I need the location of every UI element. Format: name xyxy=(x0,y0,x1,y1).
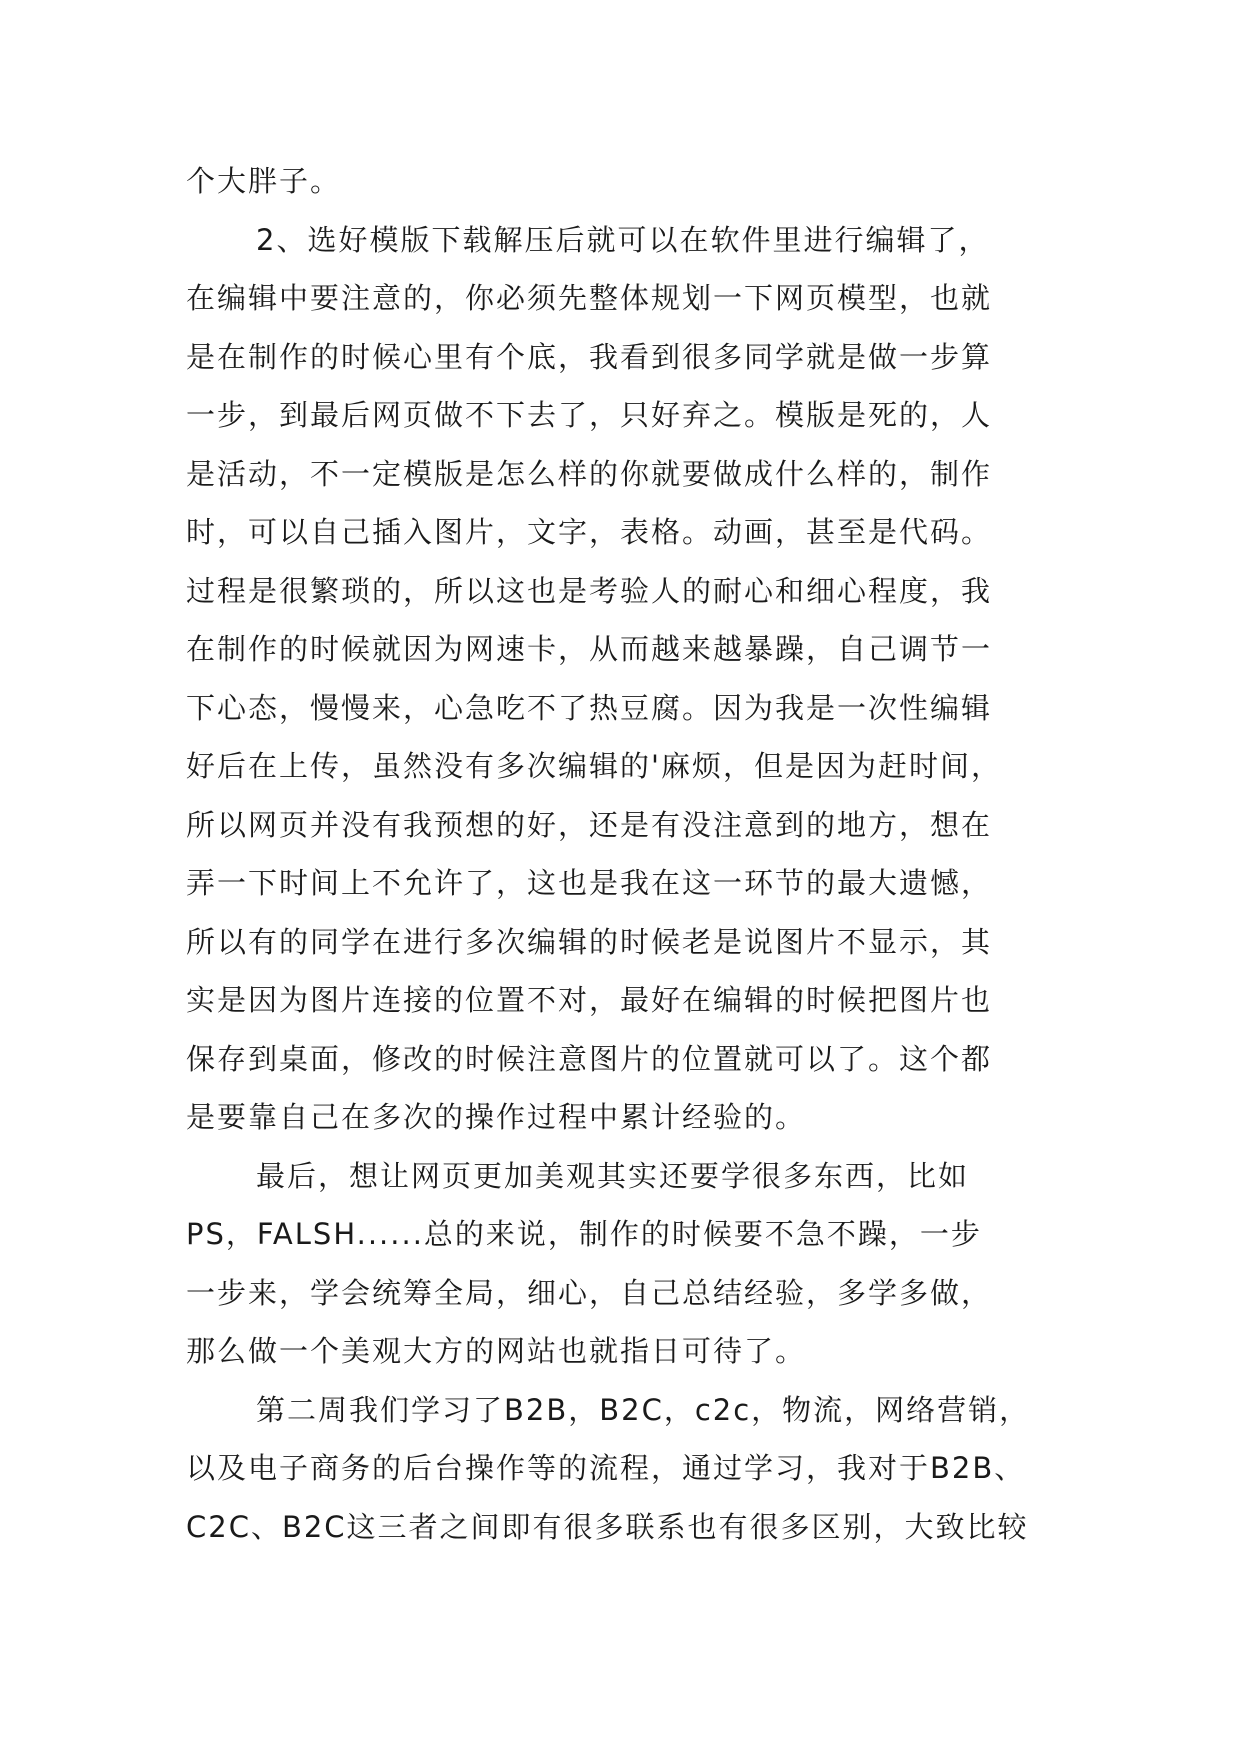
text-line: 在编辑中要注意的，你必须先整体规划一下网页模型，也就 xyxy=(186,281,993,315)
text-line: 是在制作的时候心里有个底，我看到很多同学就是做一步算 xyxy=(186,339,993,374)
text-line: C2C、B2C这三者之间即有很多联系也有很多区别，大致比较 xyxy=(186,1509,1029,1544)
text-line: 是要靠自己在多次的操作过程中累计经验的。 xyxy=(186,1100,807,1134)
text-line: 所以网页并没有我预想的好，还是有没注意到的地方，想在 xyxy=(186,807,993,842)
paragraph-start-line: 第二周我们学习了B2B，B2C，c2c，物流，网络营销， xyxy=(256,1392,1031,1427)
text-line: 在制作的时候就因为网速卡，从而越来越暴躁，自己调节一 xyxy=(186,632,993,666)
paragraph-start-line: 2、选好模版下载解压后就可以在软件里进行编辑了， xyxy=(256,222,990,257)
text-line: 一步来，学会统筹全局，细心，自己总结经验，多学多做， xyxy=(186,1275,993,1310)
text-line: 弄一下时间上不允许了，这也是我在这一环节的最大遗憾， xyxy=(186,866,993,900)
text-line: 以及电子商务的后台操作等的流程，通过学习，我对于B2B、 xyxy=(186,1451,1026,1485)
text-line: 时，可以自己插入图片，文字，表格。动画，甚至是代码。 xyxy=(186,515,993,549)
text-line: 是活动，不一定模版是怎么样的你就要做成什么样的，制作 xyxy=(186,456,993,491)
text-line: 过程是很繁琐的，所以这也是考验人的耐心和细心程度，我 xyxy=(186,573,993,608)
text-line: 实是因为图片连接的位置不对，最好在编辑的时候把图片也 xyxy=(186,983,993,1017)
text-line: 一步，到最后网页做不下去了，只好弃之。模版是死的，人 xyxy=(186,398,993,432)
text-line: PS，FALSH......总的来说，制作的时候要不急不躁，一步 xyxy=(186,1217,982,1251)
text-line: 所以有的同学在进行多次编辑的时候老是说图片不显示，其 xyxy=(186,924,993,959)
text-line: 好后在上传，虽然没有多次编辑的'麻烦，但是因为赶时间， xyxy=(186,749,1002,783)
text-line: 保存到桌面，修改的时候注意图片的位置就可以了。这个都 xyxy=(186,1041,993,1076)
document-text-body xyxy=(186,152,1064,1556)
text-line: 下心态，慢慢来，心急吃不了热豆腐。因为我是一次性编辑 xyxy=(186,690,993,725)
text-line: 那么做一个美观大方的网站也就指日可待了。 xyxy=(186,1334,807,1368)
paragraph-start-line: 最后，想让网页更加美观其实还要学很多东西，比如 xyxy=(256,1158,970,1193)
text-line: 个大胖子。 xyxy=(186,164,342,198)
